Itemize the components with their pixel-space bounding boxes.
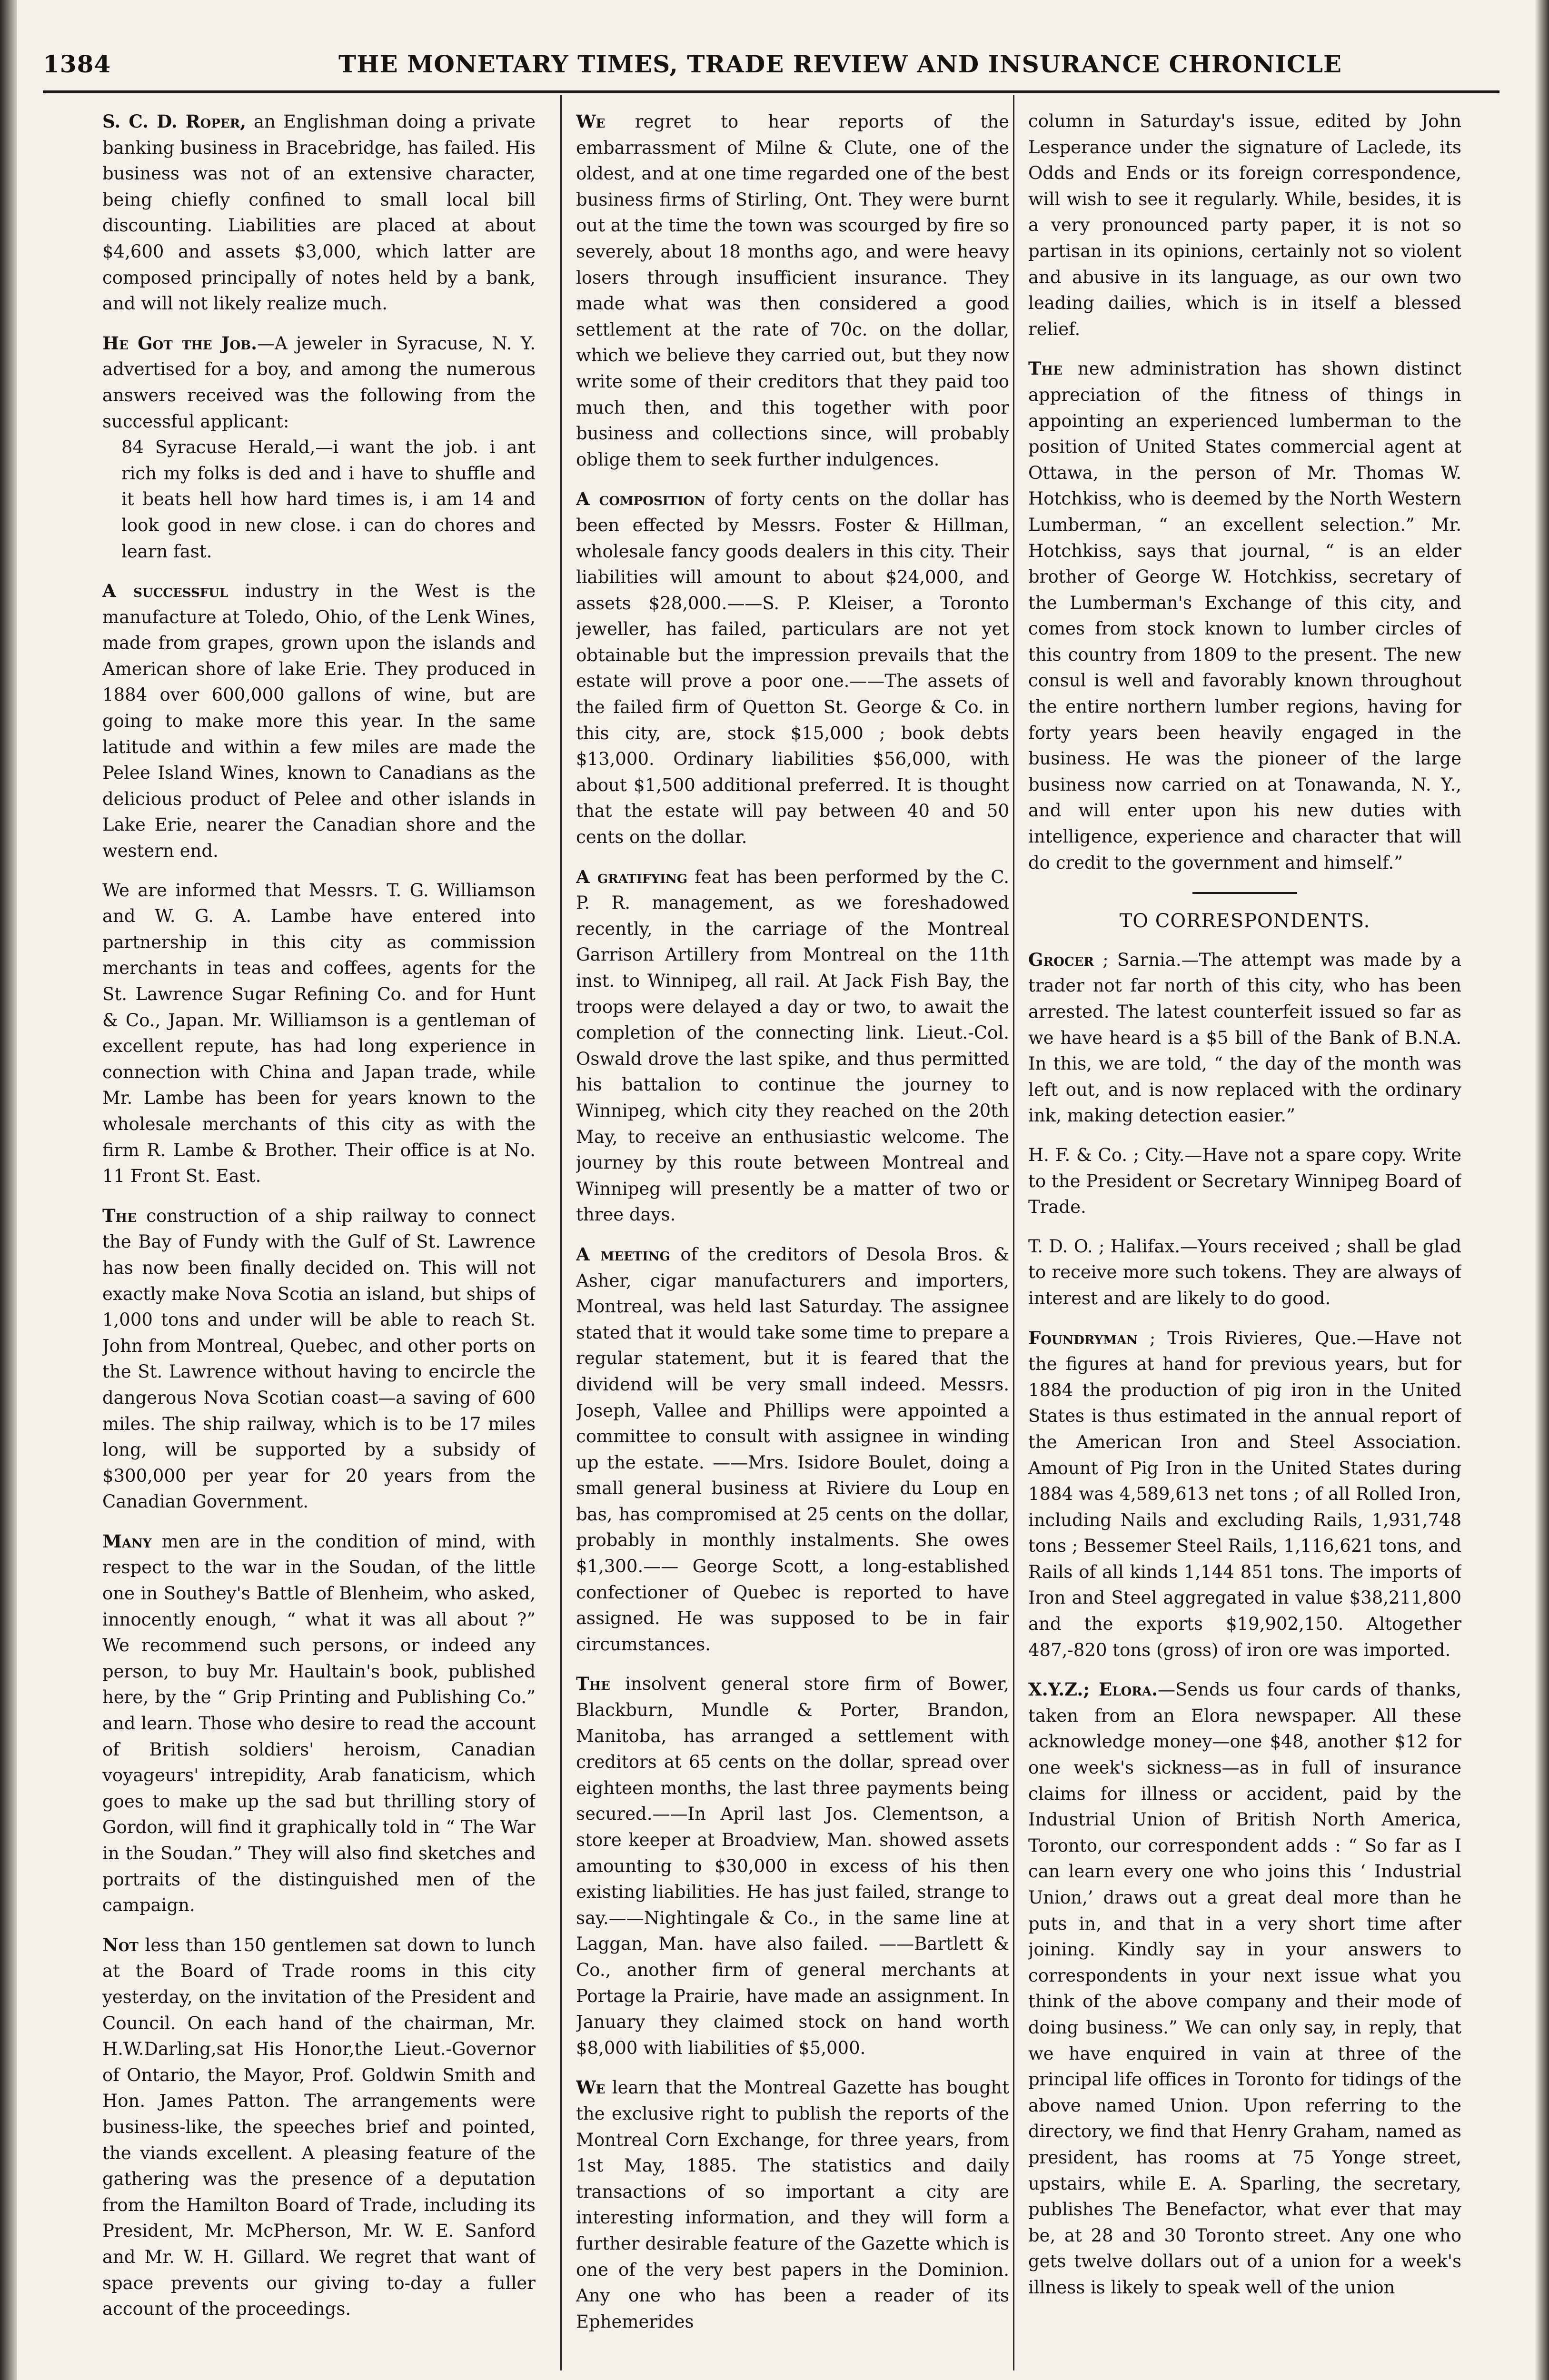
article-lead: The — [1028, 358, 1062, 379]
article — [1028, 1325, 1461, 1664]
article — [1028, 947, 1461, 1129]
column-1 — [102, 109, 536, 2374]
column-divider — [1013, 95, 1014, 2370]
page-header — [43, 50, 1499, 83]
article-lead: Grocer — [1028, 949, 1094, 970]
article-lead: Foundryman — [1028, 1327, 1138, 1349]
article-text: H. F. & Co. ; City.—Have not a spare copy. Write to the President or Secretary Winnipeg Board of Trade. — [1028, 1144, 1461, 1218]
article-text: insolvent general store firm of Bower, Blackburn, Mundle & Porter, Brandon, Manitoba, has arranged a settlement with creditors at 65 cents on the dollar, spread over eighteen months, the last three payments being secured.——In April last Jos. Clementson, a store keeper at Broadview, Man. showed assets amounting to $30,000 in excess of his then existing liabilities. He has just failed, strange to say.——Nightingale & Co., in the same line at Laggan, Man. have also failed. ——Bartlett & Co., another firm of general merchants at Portage la Prairie, have made an assignment. In January they claimed stock on hand worth $8,000 with liabilities of $5,000. — [576, 1674, 1009, 2058]
article-text: We are informed that Messrs. T. G. Williamson and W. G. A. Lambe have entered into partnership in this city as commission merchants in teas and coffees, agents for the St. Lawrence Sugar Refining Co. and for Hunt & Co., Japan. Mr. Williamson is a gentleman of excellent repute, has had long experience in connection with China and Japan trade, while Mr. Lambe has been for years known to the wholesale merchants of this city as with the firm R. Lambe & Brother. Their office is at No. 11 Front St. East. — [102, 880, 536, 1187]
article-lead: We — [576, 111, 606, 132]
article — [1028, 1234, 1461, 1312]
header-rule — [43, 90, 1499, 93]
article-text: regret to hear reports of the embarrassment of Milne & Clute, one of the oldest, and at one time regarded one of the best business firms of Stirling, Ont. They were burnt out at the time the town was scourged by fire so severely, about 18 months ago, and were heavy losers through insufficient insurance. They made what was then considered a good settlement at the rate of 70c. on the dollar, which we believe they carried out, but they now write some of their creditors that they paid too much then, and this together with poor business and collections since, will probably oblige them to seek further indulgences. — [576, 111, 1009, 470]
article-text: an Englishman doing a private banking business in Bracebridge, has failed. His business was not of an extensive character, being chiefly confined to small local bill discounting. Liabilities are placed at about $4,600 and assets $3,000, which latter are composed principally of notes held by a bank, and will not likely realize much. — [102, 111, 536, 314]
section-rule — [1192, 892, 1297, 894]
article — [102, 1203, 536, 1515]
article-text: learn that the Montreal Gazette has bought the exclusive right to publish the reports of the Montreal Corn Exchange, for three years, from 1st May, 1885. The statistics and daily transactions of so important a city are interesting information, and they will form a further desirable feature of the Gazette which is one of the very best papers in the Dominion. Any one who has been a reader of its Ephemerides — [576, 2077, 1009, 2332]
article — [576, 486, 1009, 850]
running-head-title: THE MONETARY TIMES, TRADE REVIEW AND INSURANCE CHRONICLE — [338, 50, 1342, 78]
article-text: less than 150 gentlemen sat down to lunch at the Board of Trade rooms in this city yesterday, on the invitation of the President and Council. On each hand of the chairman, Mr. H.W.Darling,sat His Honor,the Lieut.-Governor of Ontario, the Mayor, Prof. Goldwin Smith and Hon. James Patton. The arrangements were business-like, the speeches brief and pointed, the viands excellent. A pleasing feature of the gathering was the presence of a deputation from the Hamilton Board of Trade, including its President, Mr. McPherson, Mr. W. E. Sanford and Mr. W. H. Gillard. We regret that want of space prevents our giving to-day a fuller account of the proceedings. — [102, 1934, 536, 2320]
article — [1028, 1676, 1461, 2301]
article-text: ; Trois Rivieres, Que.—Have not the figures at hand for previous years, but for 1884 the production of pig iron in the United States is thus estimated in the annual report of the American Iron and Steel Association. Amount of Pig Iron in the United States during 1884 was 4,589,613 net tons ; of all Rolled Iron, including Nails and excluding Rails, 1,931,748 tons ; Bessemer Steel Rails, 1,116,621 tons, and Rails of all kinds 1,144 851 tons. The imports of Iron and Steel aggregated in value $38,211,800 and the exports $19,902,150. Altogether 487,-820 tons (gross) of iron ore was imported. — [1028, 1328, 1461, 1660]
article — [102, 578, 536, 864]
page-edge — [1535, 0, 1549, 2380]
section-heading: TO CORRESPONDENTS. — [1119, 910, 1370, 932]
article-text: column in Saturday's issue, edited by John Lesperance under the signature of Laclede, its Odds and Ends or its foreign correspondence, will wish to see it regularly. While, besides, it is a very pronounced party paper, it is not so partisan in its opinions, certainly not so violent and abusive in its language, as our own two leading dailies, which is in itself a blessed relief. — [1028, 111, 1461, 339]
article — [576, 1241, 1009, 1658]
article-text: of the creditors of Desola Bros. & Asher, cigar manufacturers and importers, Montreal, was held last Saturday. The assignee stated that it would take some time to prepare a regular statement, but it is feared that the dividend will be very small indeed. Messrs. Joseph, Vallee and Phillips were appointed a committee to consult with assignee in winding up the estate. ——Mrs. Isidore Boulet, doing a small general business at Riviere du Loup en bas, has compromised at 25 cents on the dollar, probably in monthly instalments. She owes $1,300.—— George Scott, a long-established confectioner of Quebec is reported to have assigned. He was supposed to be in fair circumstances. — [576, 1244, 1009, 1655]
article — [102, 1932, 536, 2322]
article-lead: Not — [102, 1934, 139, 1955]
article — [102, 330, 536, 435]
article-text: T. D. O. ; Halifax.—Yours received ; shall be glad to receive more such tokens. They are always of interest and are likely to do good. — [1028, 1236, 1461, 1309]
article-lead: A composition — [576, 488, 705, 510]
article-text: new administration has shown distinct appreciation of the fitness of things in appointing an experienced lumberman to the position of United States commercial agent at Ottawa, in the person of Mr. Thomas W. Hotchkiss, who is deemed by the North Western Lumberman, “ an excellent selection.” Mr. Hotchkiss, says that journal, “ is an elder brother of George W. Hotchkiss, secretary of the Lumberman's Exchange of this city, and comes from stock known to lumber circles of this country from 1809 to the present. The new consul is well and favorably known throughout the entire northern lumber regions, having for forty years been heavily engaged in the business. He was the pioneer of the large business now carried on at Tonawanda, N. Y., and will enter upon his new duties with intelligence, experience and character that will do credit to the government and himself.” — [1028, 358, 1461, 873]
article — [576, 109, 1009, 473]
article — [102, 109, 536, 317]
article-lead: A meeting — [576, 1243, 670, 1265]
article-text: ; Sarnia.—The attempt was made by a trader not far north of this city, who has been arrested. The latest counterfeit issued so far as we have heard is a $5 bill of the Bank of B.N.A. In this, we are told, “ the day of the month was left out, and is now replaced with the ordinary ink, making detection easier.” — [1028, 949, 1461, 1126]
article — [1028, 109, 1461, 342]
article-lead: The — [102, 1205, 137, 1226]
article-lead: Many — [102, 1530, 152, 1552]
article — [102, 1528, 536, 1919]
article — [1028, 1142, 1461, 1220]
article-text: men are in the condition of mind, with respect to the war in the Soudan, of the little one in Southey's Battle of Blenheim, who asked, innocently enough, “ what it was all about ?” We recommend such persons, or indeed any person, to buy Mr. Haultain's book, published here, by the “ Grip Printing and Publishing Co.” and learn. Those who desire to read the account of British soldiers' heroism, Canadian voyageurs' intrepidity, Arab fanaticism, which goes to make up the sad but thrilling story of Gordon, will find it graphically told in “ The War in the Soudan.” They will also find sketches and portraits of the distinguished men of the campaign. — [102, 1531, 536, 1916]
article-lead: A gratifying — [576, 866, 688, 887]
article-lead: S. C. D. Roper, — [102, 111, 247, 132]
column-3 — [1028, 109, 1461, 2374]
article-lead: X.Y.Z.; Elora. — [1028, 1679, 1158, 1700]
article-quote — [102, 435, 536, 565]
page-number: 1384 — [43, 50, 111, 78]
article-text: 84 Syracuse Herald,—i want the job. i ant rich my folks is ded and i have to shuffle and it beats hell how hard times is, i am 14 and look good in new close. i can do chores and learn fast. — [121, 437, 536, 562]
article — [1028, 356, 1461, 876]
article-lead: He Got the Job. — [102, 332, 257, 354]
article — [576, 2074, 1009, 2335]
article-text: construction of a ship railway to connect the Bay of Fundy with the Gulf of St. Lawrence has now been finally decided on. This will not exactly make Nova Scotia an island, but ships of 1,000 tons and under will be able to reach St. John from Montreal, Quebec, and other ports on the St. Lawrence without having to encircle the dangerous Nova Scotian coast—a saving of 600 miles. The ship railway, which is to be 17 miles long, will be supported by a subsidy of $300,000 per year for 20 years from the Canadian Government. — [102, 1205, 536, 1512]
article-lead: The — [576, 1673, 610, 1695]
binding-edge — [0, 0, 17, 2380]
article-text: —A jeweler in Syracuse, N. Y. advertised for a boy, and among the numerous answers received was the following from the successful applicant: — [102, 333, 536, 432]
article-text: industry in the West is the manufacture at Toledo, Ohio, of the Lenk Wines, made from grapes, grown upon the islands and American shore of lake Erie. They produced in 1884 over 600,000 gallons of wine, but are going to make more this year. In the same latitude and within a few miles are made the Pelee Island Wines, known to Canadians as the delicious product of Pelee and other islands in Lake Erie, nearer the Canadian shore and the western end. — [102, 581, 536, 862]
article — [102, 878, 536, 1190]
article-text: —Sends us four cards of thanks, taken from an Elora newspaper. All these acknowledge money—one $48, another $12 for one week's sickness—as in full of insurance claims for illness or accident, paid by the Industrial Union of British North America, Toronto, our correspondent adds : “ So far as I can learn every one who joins this ‘ Industrial Union,’ draws out a great deal more than he puts in, and that in a very short time after joining. Kindly say in your answers to correspondents in your next issue what you think of the above company and their mode of doing business.” We can only say, in reply, that we have enquired in vain at three of the principal life offices in Toronto for tidings of the above named Union. Upon referring to the directory, we find that Henry Graham, named as president, has rooms at 75 Yonge street, upstairs, while E. A. Sparling, the secretary, publishes The Benefactor, what ever that may be, at 28 and 30 Toronto street. Any one who gets twelve dollars out of a union for a week's illness is likely to speak well of the union — [1028, 1679, 1461, 2298]
article — [576, 864, 1009, 1228]
article — [576, 1671, 1009, 2061]
article-text: of forty cents on the dollar has been effected by Messrs. Foster & Hillman, wholesale fancy goods dealers in this city. Their liabilities will amount to about $24,000, and assets $28,000.——S. P. Kleiser, a Toronto jeweller, has failed, particulars are not yet obtainable but the impression prevails that the estate will prove a poor one.——The assets of the failed firm of Quetton St. George & Co. in this city, are, stock $15,000 ; book debts $13,000. Ordinary liabilities $56,000, with about $1,500 additional preferred. It is thought that the estate will pay between 40 and 50 cents on the dollar. — [576, 489, 1009, 848]
column-2 — [576, 109, 1009, 2374]
article-text: feat has been performed by the C. P. R. management, as we foreshadowed recently, in the carriage of the Montreal Garrison Artillery from Montreal on the 11th inst. to Winnipeg, all rail. At Jack Fish Bay, the troops were delayed a day or two, to await the completion of the connecting link. Lieut.-Col. Oswald drove the last spike, and thus permitted his battalion to continue the journey to Winnipeg, which city they reached on the 20th May, to receive an enthusiastic welcome. The journey by this route between Montreal and Winnipeg will presently be a matter of two or three days. — [576, 866, 1009, 1225]
article-lead: We — [576, 2077, 606, 2098]
column-divider — [560, 95, 562, 2370]
article-lead: A successful — [102, 580, 228, 602]
